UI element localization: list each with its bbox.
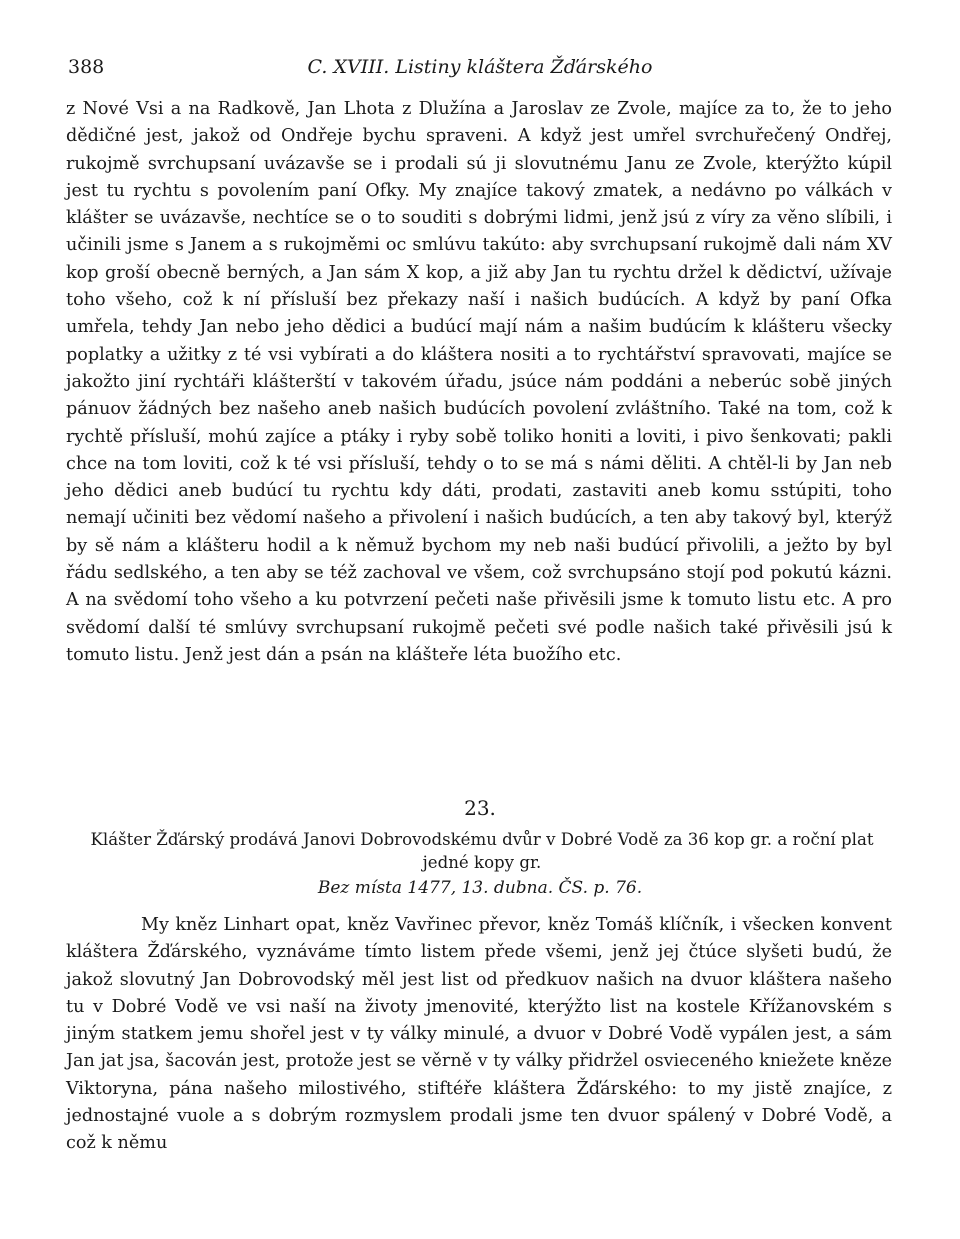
charter-text-continued xyxy=(66,96,892,669)
page-header xyxy=(68,56,892,86)
paragraph: My kněz Linhart opat, kněz Vavřinec převor, kněz Tomáš klíčník, i všecken konvent kláštera Žďárského, vyznáváme tímto listem přede všemi, jenž jej čtúce slyšeti budú, že jakož slovutný Jan Dobrovodský měl jest list od předkuov našich na dvuor kláštera našeho tu v Dobré Vodě ve vsi naší na životy jmenovité, kterýžto list na kostele Křížanovském s jiným statkem jemu shořel jest v ty války minulé, a dvuor v Dobré Vodě vypálen jest, a sám Jan jat jsa, šacován jest, protože jest se věrně v ty války přidržel osvieceného kniežete kněze Viktoryna, pána našeho milostivého, stiftéře kláštera Žďárského: to my jistě znajíce, z jednostajné vuole a s dobrým rozmyslem prodali jsme ten dvuor spálený v Dobré Vodě, a což k němu xyxy=(66,915,892,1154)
charter-text xyxy=(66,912,892,1158)
page-number: 388 xyxy=(68,56,105,78)
running-title: C. XVIII. Listiny kláštera Žďárského xyxy=(307,56,653,78)
document-dating: Bez místa 1477, 13. dubna. ČS. p. 76. xyxy=(317,878,643,898)
document-number: 23. xyxy=(464,796,496,820)
paragraph: z Nové Vsi a na Radkově, Jan Lhota z Dlužína a Jaroslav ze Zvole, majíce za to, že to jeho dědičné jest, jakož od Ondřeje bychu spraveni. A když jest umřel svrchuřečený Ondřej, rukojmě svrchupsaní uvázavše se i prodali sú ji slovutnému Janu ze Zvole, kterýžto kúpil jest tu rychtu s povolením paní Ofky. My znajíce takový zmatek, a nedávno po válkách v klášter se uvázavše, nechtíce se o to souditi s dobrými lidmi, jenž jsú z víry za věno slíbili, i učinili jsme s Janem a s rukojměmi oc smlúvu takúto: aby svrchupsaní rukojmě dali nám XV kop groší obecně berných, a Jan sám X kop, a již aby Jan tu rychtu držel k dědictví, užívaje toho všeho, což k ní přísluší bez překazy naší i našich budúcích. A když by paní Ofka umřela, tehdy Jan nebo jeho dědici a budúcí mají nám a našim budúcím k klášteru všecky poplatky a užitky z té vsi vybírati a do kláštera nositi a to rychtářství spravovati, majíce se jakožto jiní rychtáři klášterští v takovém úřadu, jsúce nám poddáni a neberúc sobě jiných pánuov žádných bez našeho aneb našich budúcích povolení zvláštního. Také na tom, což k rychtě přísluší, mohú zajíce a ptáky i ryby sobě toliko honiti a loviti, i pivo šenkovati; pakli chce na tom loviti, což k té vsi přísluší, tehdy o to se má s námi děliti. A chtěl-li by Jan neb jeho dědici aneb budúcí tu rychtu kdy dáti, prodati, zastaviti aneb komu sstúpiti, toho nemají učiniti bez vědomí našeho a přivolení i našich budúcích, a ten aby takový byl, kterýž by sě nám a klášteru hodil a k němuž bychom my neb naši budúcí přivolili, a ježto by byl řádu sedlského, a ten aby se též zachoval ve všem, což svrchupsáno stojí pod pokutú kázni. A na svědomí toho všeho a ku potvrzení pečeti naše přivěsili jsme k tomuto listu etc. A pro svědomí další té smlúvy svrchupsaní rukojmě pečeti své podle našich také přivěsili jsú k tomuto listu. Jenž jest dán a psán na klášteře léta buožího etc. xyxy=(66,99,892,665)
document-summary: Klášter Žďárský prodává Janovi Dobrovodskému dvůr v Dobré Vodě za 36 kop gr. a roční plat jedné kopy gr. xyxy=(90,830,874,872)
